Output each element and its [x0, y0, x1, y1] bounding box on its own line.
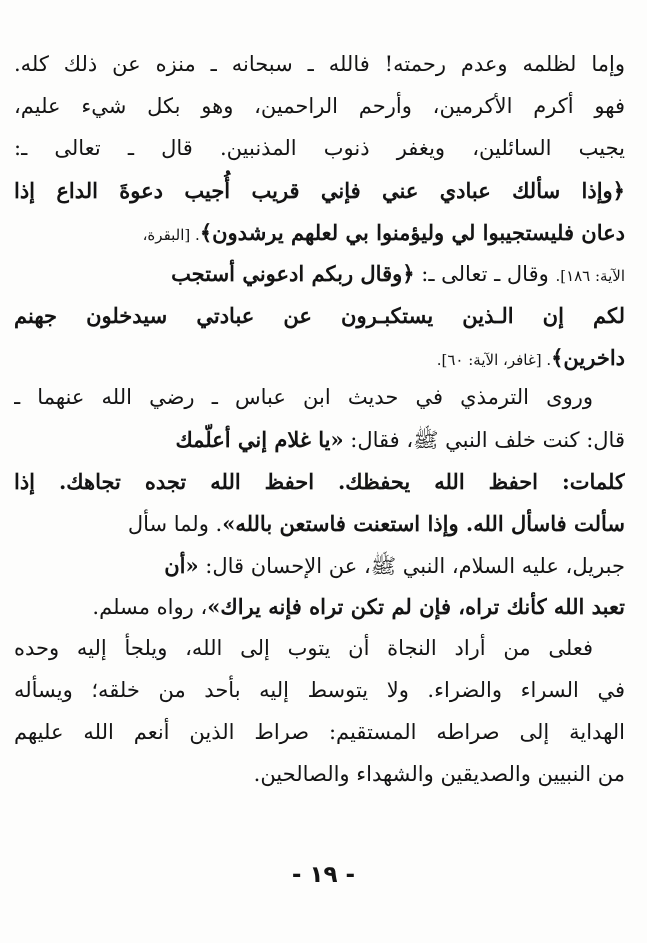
verse-reference: الآية: ١٨٦].	[555, 267, 625, 286]
text-fragment: وقال ـ تعالى ـ:	[414, 262, 556, 287]
hadith-text: «أن	[164, 552, 199, 578]
hadith-line: كلمات: احفظ الله يحفظك. احفظ الله تجده تجاهك. إذا	[14, 468, 625, 494]
text-line	[14, 253, 625, 295]
paragraph-prayer-verses	[14, 44, 625, 379]
text-line	[14, 545, 625, 587]
text-fragment: . ولما سأل	[127, 511, 223, 536]
page-number: - ١٩ -	[291, 862, 356, 888]
text-line: فعلى من أراد النجاة أن يتوب إلى الله، ويلجأ إليه وحده	[14, 636, 593, 660]
text-line: يجيب السائلين، ويغفر ذنوب المذنبين. قال ـ تعالى ـ:	[14, 135, 625, 160]
text-line: وروى الترمذي في حديث ابن عباس ـ رضي الله عنهما ـ	[14, 385, 593, 409]
hadith-text: «يا غلام إني أعلّمك	[175, 426, 344, 452]
text-line: الهداية إلى صراطه المستقيم: صراط الذين أنعم الله عليهم	[14, 719, 625, 744]
text-line	[14, 212, 625, 254]
quran-verse-text: داخرين﴾	[551, 345, 625, 371]
text-line: من النبيين والصديقين والشهداء والصالحين.	[253, 761, 625, 786]
quran-verse-line: لكم إن الـذين يستكبـرون عن عبادتي سيدخلون جهنم	[14, 303, 625, 329]
text-fragment: جبريل، عليه السلام، النبي ﷺ، عن الإحسان قال:	[198, 553, 625, 578]
quran-verse-line: ﴿وإذا سألك عبادي عني فإني قريب أُجيب دعوةَ الداع إذا	[14, 177, 625, 203]
verse-reference: . [غافر، الآية: ٦٠].	[436, 351, 552, 370]
hadith-text: تعبد الله كأنك تراه، فإن لم تكن تراه فإنه يراك»	[207, 594, 625, 620]
verse-reference: . [البقرة،	[142, 225, 200, 244]
hadith-text: سألت فاسأل الله. وإذا استعنت فاستعن بالله»	[222, 510, 625, 536]
text-line	[14, 419, 625, 461]
text-line	[14, 337, 625, 379]
text-line: في السراء والضراء. ولا يتوسط إليه بأحد من خلقه؛ ويسأله	[14, 677, 625, 702]
text-fragment: قال: كنت خلف النبي ﷺ، فقال:	[343, 427, 625, 452]
text-line	[14, 503, 625, 545]
text-line: وإما لظلمه وعدم رحمته! فالله ـ سبحانه ـ منزه عن ذلك كله.	[14, 52, 625, 76]
quran-verse-text: ﴿وقال ربكم ادعوني أستجب	[171, 261, 415, 287]
paragraph-hadith	[14, 377, 625, 628]
text-line	[14, 586, 625, 628]
text-fragment: ، رواه مسلم.	[92, 595, 208, 620]
text-line: فهو أكرم الأكرمين، وأرحم الراحمين، وهو بكل شيء عليم،	[14, 93, 625, 118]
quran-verse-text: دعان فليستجيبوا لي وليؤمنوا بي لعلهم يرشدون﴾	[199, 219, 625, 245]
paragraph-conclusion	[14, 628, 625, 796]
